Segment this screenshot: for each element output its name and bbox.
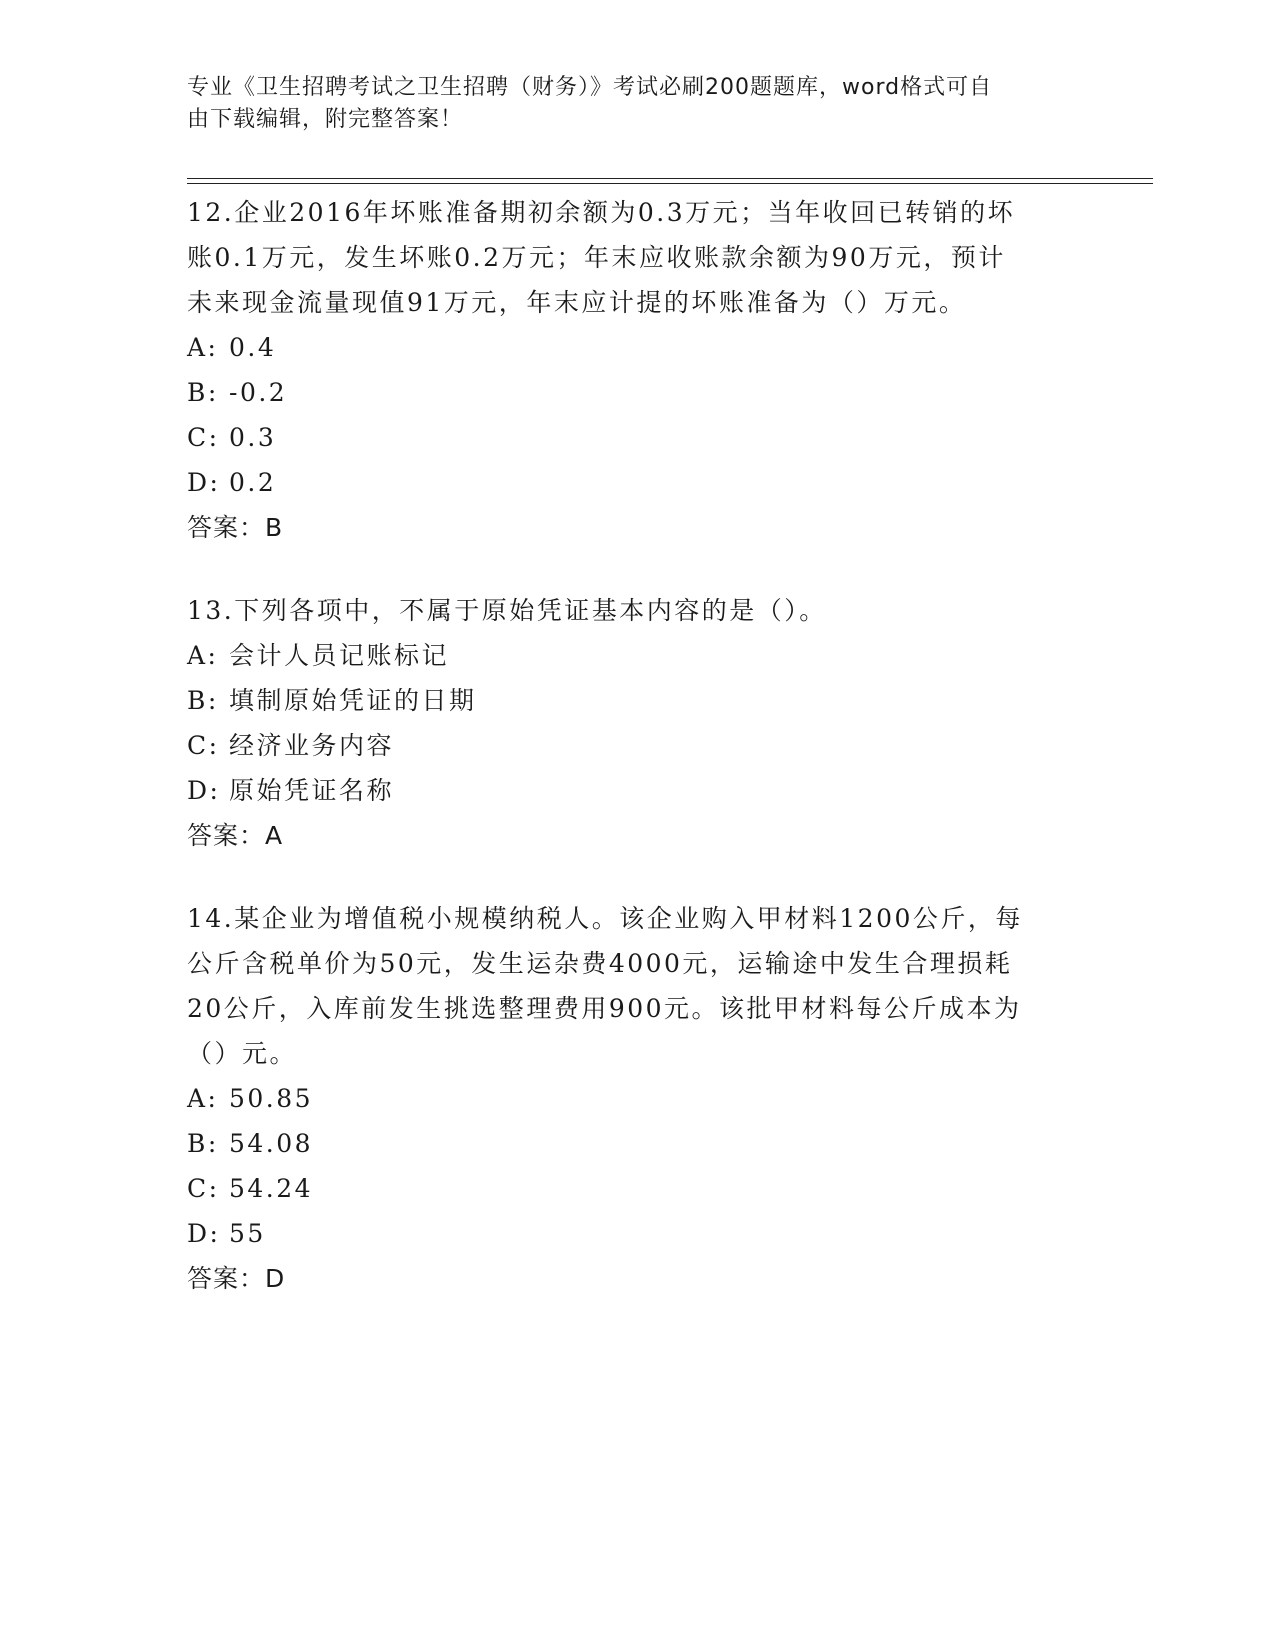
option-letter: A:	[187, 333, 219, 362]
question-12	[187, 190, 1087, 550]
answer-line: 答案：D	[187, 1264, 286, 1293]
option-letter: A:	[187, 1084, 219, 1113]
answer-line: 答案：B	[187, 513, 284, 542]
question-13	[187, 588, 1087, 858]
question-text-line: 20公斤，入库前发生挑选整理费用900元。该批甲材料每公斤成本为	[187, 994, 1022, 1023]
option-text: 会计人员记账标记	[229, 641, 450, 670]
option-text: 54.08	[229, 1129, 314, 1158]
option-text: 经济业务内容	[229, 731, 395, 760]
option-text: 0.4	[229, 333, 277, 362]
option-b	[187, 678, 1087, 723]
option-letter: B:	[187, 378, 219, 407]
question-14	[187, 896, 1087, 1301]
option-letter: A:	[187, 641, 219, 670]
option-text: 55	[229, 1219, 266, 1248]
question-text-line: 13.下列各项中，不属于原始凭证基本内容的是（）。	[187, 596, 827, 625]
option-c	[187, 723, 1087, 768]
option-text: -0.2	[229, 378, 288, 407]
document-header	[187, 72, 1067, 136]
question-text-line: 未来现金流量现值91万元，年末应计提的坏账准备为（）万元。	[187, 288, 967, 317]
option-d	[187, 460, 1087, 505]
option-letter: D:	[187, 776, 221, 805]
option-text: 原始凭证名称	[229, 776, 395, 805]
question-text-line: （）元。	[187, 1039, 298, 1068]
option-letter: B:	[187, 686, 219, 715]
header-divider-top	[187, 178, 1153, 179]
option-text: 0.3	[229, 423, 277, 452]
option-a	[187, 325, 1087, 370]
option-b	[187, 1121, 1087, 1166]
header-divider-bottom	[187, 183, 1153, 184]
header-line-1: 专业《卫生招聘考试之卫生招聘（财务）》考试必刷200题题库，word格式可自	[187, 75, 993, 100]
option-text: 填制原始凭证的日期	[229, 686, 477, 715]
option-text: 50.85	[229, 1084, 314, 1113]
option-d	[187, 768, 1087, 813]
option-d	[187, 1211, 1087, 1256]
header-line-2: 由下载编辑，附完整答案！	[187, 107, 464, 132]
option-c	[187, 1166, 1087, 1211]
option-letter: B:	[187, 1129, 219, 1158]
question-text-line: 公斤含税单价为50元，发生运杂费4000元，运输途中发生合理损耗	[187, 949, 1013, 978]
option-a	[187, 1076, 1087, 1121]
question-list	[187, 190, 1087, 1339]
question-text-line: 12.企业2016年坏账准备期初余额为0.3万元；当年收回已转销的坏	[187, 198, 1016, 227]
option-text: 54.24	[229, 1174, 314, 1203]
option-text: 0.2	[229, 468, 277, 497]
option-letter: D:	[187, 468, 221, 497]
question-text-line: 账0.1万元，发生坏账0.2万元；年末应收账款余额为90万元，预计	[187, 243, 1006, 272]
option-b	[187, 370, 1087, 415]
answer-line: 答案：A	[187, 821, 284, 850]
option-letter: C:	[187, 1174, 220, 1203]
option-c	[187, 415, 1087, 460]
option-letter: C:	[187, 423, 220, 452]
question-text-line: 14.某企业为增值税小规模纳税人。该企业购入甲材料1200公斤，每	[187, 904, 1023, 933]
option-letter: D:	[187, 1219, 221, 1248]
option-a	[187, 633, 1087, 678]
option-letter: C:	[187, 731, 220, 760]
